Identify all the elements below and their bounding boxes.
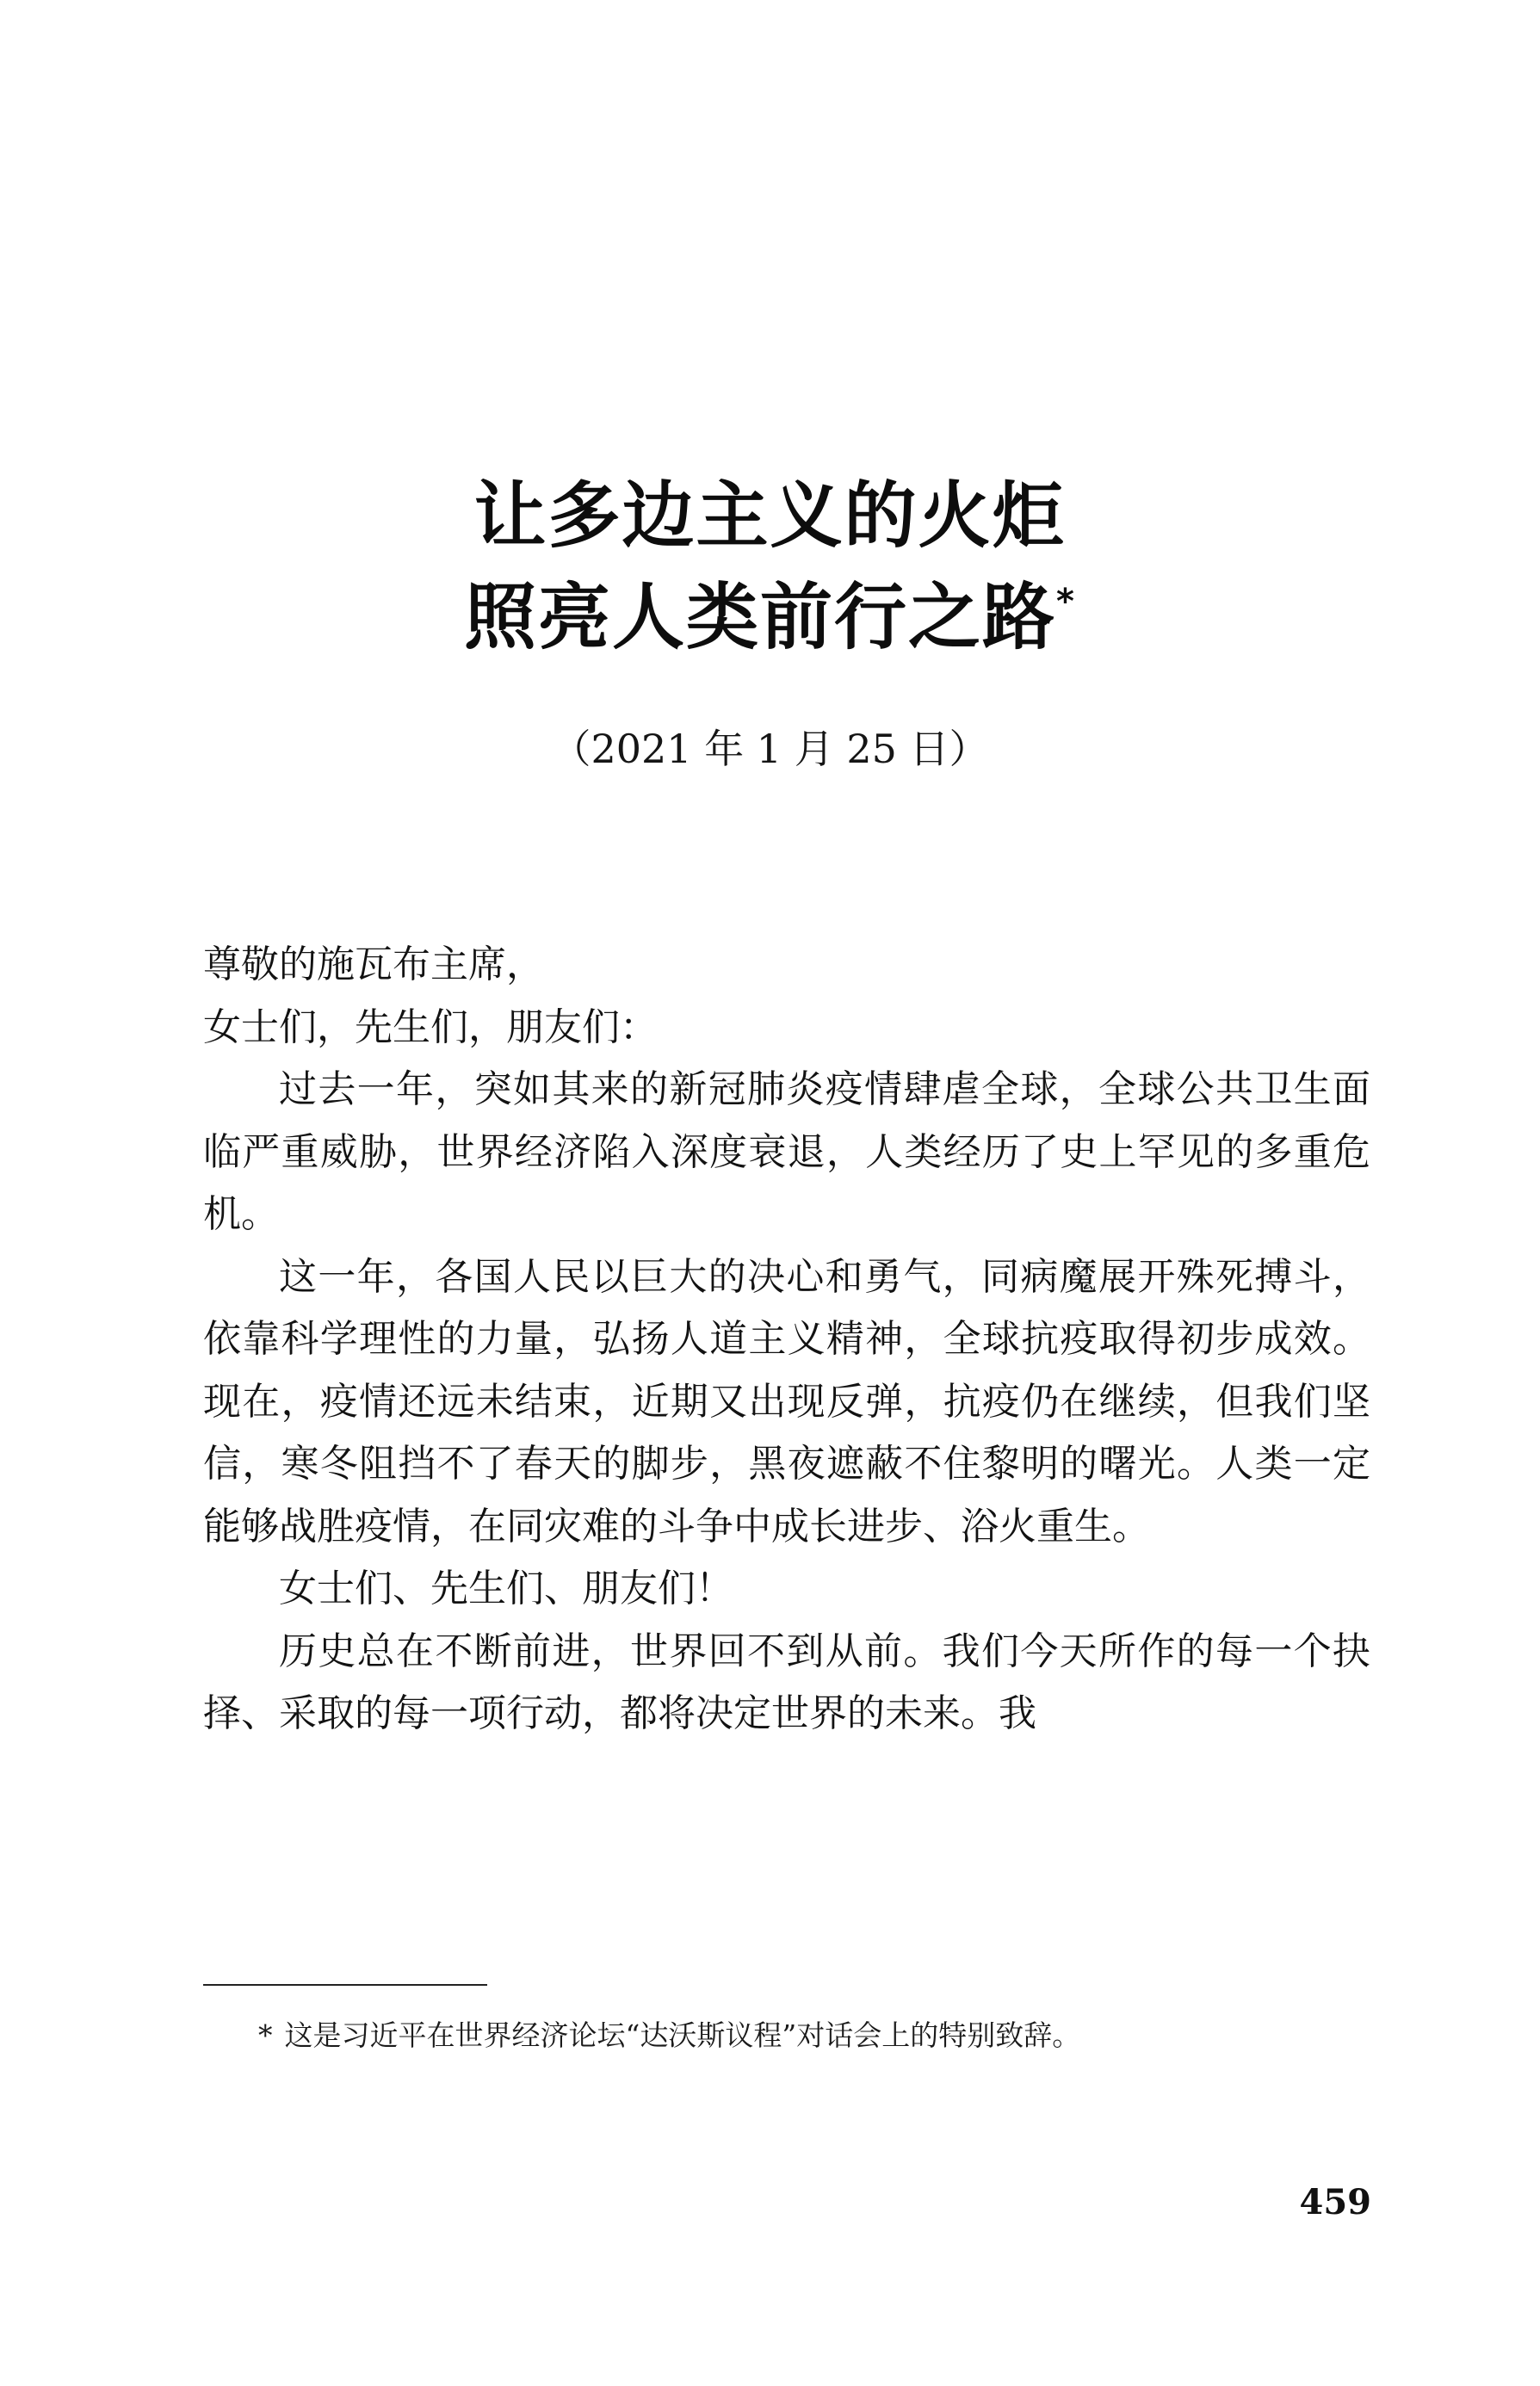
footnote-mark: * bbox=[258, 2018, 273, 2052]
salutation-2: 女士们，先生们，朋友们： bbox=[203, 1004, 658, 1049]
speech-date: （2021 年 1 月 25 日） bbox=[551, 726, 989, 772]
footnote-divider bbox=[203, 1984, 487, 1986]
title-footnote-mark: * bbox=[1056, 582, 1076, 621]
title-line-1: 让多边主义的火炬 bbox=[473, 473, 1067, 558]
title-line-2 bbox=[0, 566, 1540, 668]
footnote bbox=[258, 2014, 1377, 2057]
paragraph-2: 这一年，各国人民以巨大的决心和勇气，同病魔展开殊死搏斗，依靠科学理性的力量，弘扬人道主义精神，全球抗疫取得初步成效。现在，疫情还远未结束，近期又出现反弹，抗疫仍在继续，但我们坚信，寒冬阻挡不了春天的脚步，黑夜遮蔽不住黎明的曙光。人类一定能够战胜疫情，在同灾难的斗争中成长进步、浴火重生。 bbox=[203, 1254, 1370, 1548]
paragraph-4: 历史总在不断前进，世界回不到从前。我们今天所作的每一个抉择、采取的每一项行动，都将决定世界的未来。我 bbox=[203, 1629, 1370, 1735]
footnote-text: 这是习近平在世界经济论坛“达沃斯议程”对话会上的特别致辞。 bbox=[284, 2018, 1081, 2052]
salutation-1: 尊敬的施瓦布主席， bbox=[203, 943, 544, 986]
paragraph-3: 女士们、先生们、朋友们！ bbox=[279, 1567, 733, 1610]
body-text bbox=[203, 934, 1370, 1746]
page-number: 459 bbox=[1299, 2182, 1371, 2222]
article-title bbox=[0, 465, 1540, 668]
title-line-2-text: 照亮人类前行之路 bbox=[464, 575, 1057, 659]
paragraph-1: 过去一年，突如其来的新冠肺炎疫情肆虐全球，全球公共卫生面临严重威胁，世界经济陷入深度衰退，人类经历了史上罕见的多重危机。 bbox=[203, 1067, 1370, 1236]
